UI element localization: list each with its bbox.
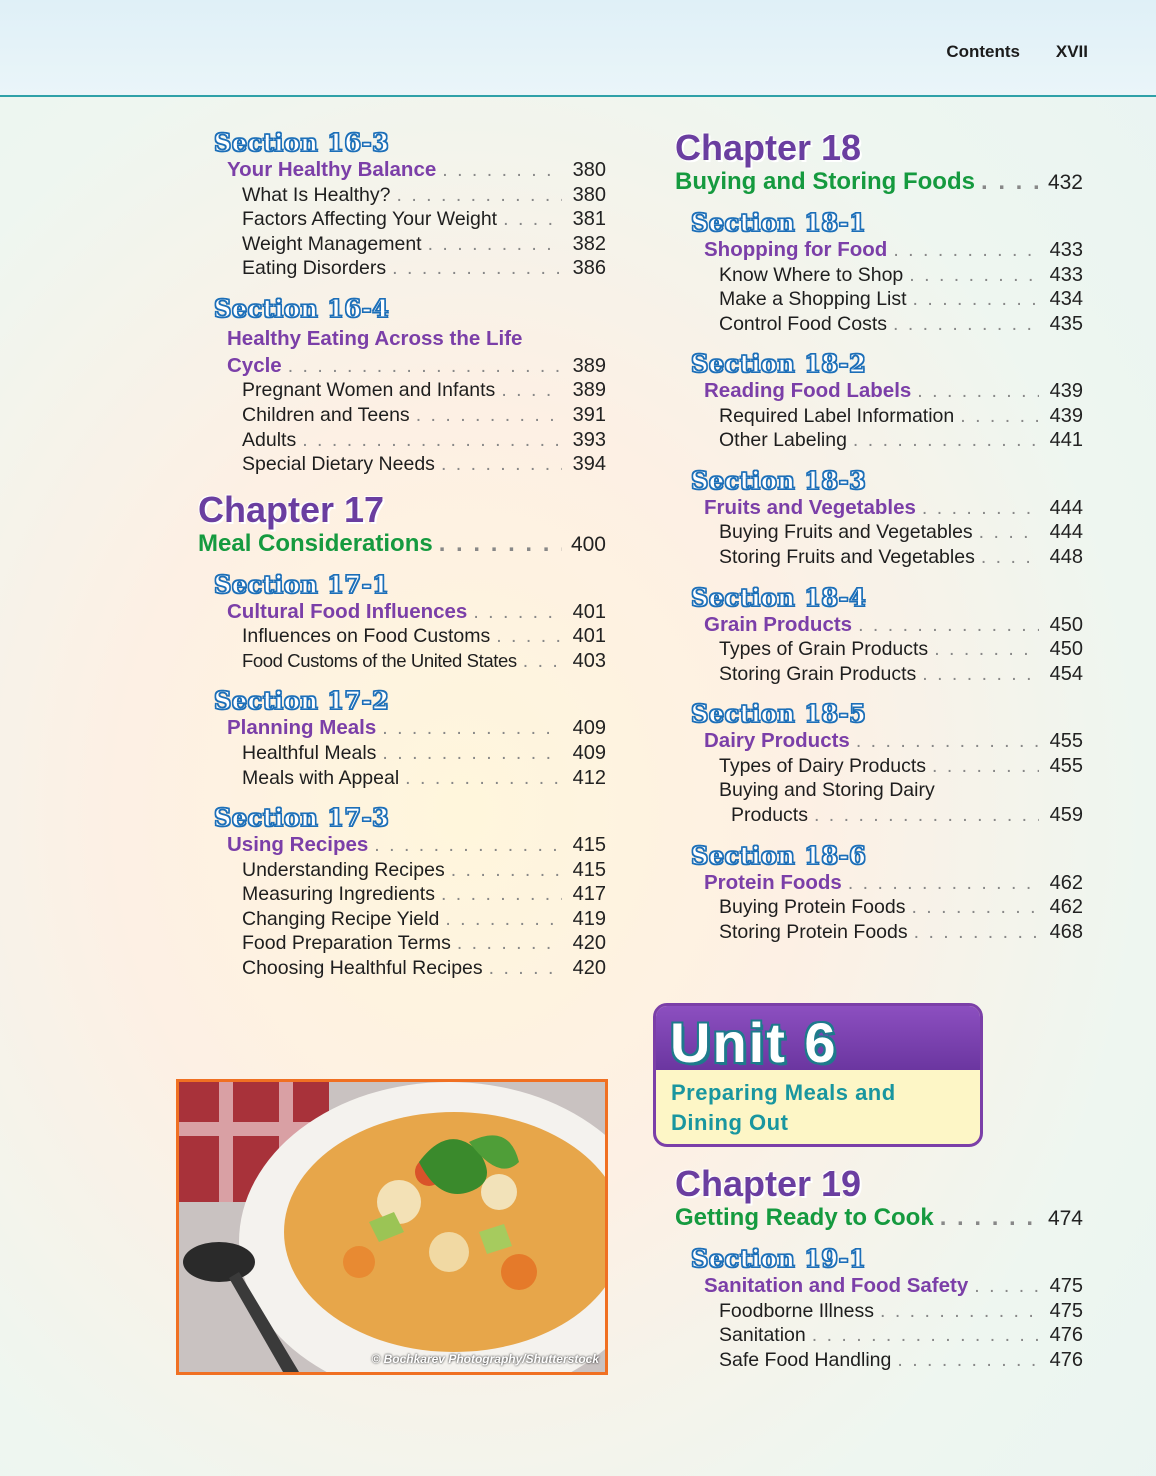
toc-entry[interactable]: Meals with Appeal . . . 412 <box>242 767 606 792</box>
section-heading: Section 18-6 <box>691 840 867 870</box>
toc-topic[interactable]: Cultural Food Influences . . . 401 <box>227 600 606 626</box>
section-heading: Section 18-3 <box>691 465 867 495</box>
toc-entry[interactable]: Influences on Food Customs . . . 401 <box>242 625 606 650</box>
toc-left-column <box>198 128 606 982</box>
section-heading: Section 18-1 <box>691 208 867 237</box>
toc-entry[interactable]: Storing Grain Products . . . 454 <box>719 663 1083 688</box>
toc-entry[interactable]: Sanitation . . . 476 <box>719 1324 1083 1349</box>
chapter-title[interactable]: Meal Considerations . . . 400 <box>198 530 606 564</box>
toc-topic[interactable]: Using Recipes . . . 415 <box>227 833 606 859</box>
section-heading: Section 17-3 <box>214 803 390 833</box>
toc-entry[interactable]: Pregnant Women and Infants . . . 389 <box>242 379 606 404</box>
toc-topic[interactable]: Dairy Products . . . 455 <box>704 729 1083 755</box>
toc-entry[interactable]: Storing Fruits and Vegetables . . . 448 <box>719 546 1083 571</box>
chapter-heading: Chapter 17 <box>198 488 385 530</box>
toc-entry[interactable]: Changing Recipe Yield . . . 419 <box>242 908 606 933</box>
toc-entry[interactable]: Control Food Costs . . . 435 <box>719 313 1083 338</box>
toc-entry[interactable]: Adults . . . 393 <box>242 429 606 454</box>
toc-topic[interactable]: Cycle . . . 389 <box>227 354 606 380</box>
toc-entry[interactable]: Buying Protein Foods . . . 462 <box>719 896 1083 921</box>
section-heading: Section 17-1 <box>214 569 390 599</box>
toc-topic[interactable]: Sanitation and Food Safety . . . 475 <box>704 1274 1083 1300</box>
toc-topic[interactable]: Reading Food Labels . . . 439 <box>704 379 1083 405</box>
toc-entry[interactable]: Food Customs of the United States . . . 403 <box>242 650 606 675</box>
header-page-number: XVII <box>1055 42 1088 61</box>
section-heading: Section 18-5 <box>691 699 867 729</box>
toc-entry[interactable]: Make a Shopping List . . . 434 <box>719 288 1083 313</box>
toc-entry[interactable]: Other Labeling . . . 441 <box>719 429 1083 454</box>
toc-topic[interactable]: Your Healthy Balance . . . 380 <box>227 158 606 184</box>
toc-entry[interactable]: Special Dietary Needs . . . 394 <box>242 453 606 478</box>
toc-entry[interactable]: Factors Affecting Your Weight . . . 381 <box>242 208 606 233</box>
toc-topic[interactable]: Fruits and Vegetables . . . 444 <box>704 496 1083 522</box>
toc-entry[interactable]: Types of Grain Products . . . 450 <box>719 638 1083 663</box>
header-title: Contents <box>946 42 1020 61</box>
toc-entry[interactable]: Eating Disorders . . . 386 <box>242 257 606 282</box>
toc-right-column <box>675 128 1083 945</box>
toc-entry-line[interactable]: Buying and Storing Dairy <box>719 779 935 802</box>
toc-entry[interactable]: Types of Dairy Products . . . 455 <box>719 755 1083 780</box>
toc-topic[interactable]: Protein Foods . . . 462 <box>704 871 1083 897</box>
section-heading: Section 17-2 <box>214 686 390 716</box>
chapter-title[interactable]: Buying and Storing Foods . . . 432 <box>675 168 1083 202</box>
toc-entry[interactable]: Children and Teens . . . 391 <box>242 404 606 429</box>
photo-credit: © Bochkarev Photography/Shutterstock <box>371 1352 599 1366</box>
section-heading: Section 18-2 <box>691 349 867 379</box>
toc-entry[interactable]: Know Where to Shop . . . 433 <box>719 264 1083 289</box>
section-heading: Section 16-3 <box>214 128 390 157</box>
toc-entry[interactable]: Weight Management . . . 382 <box>242 233 606 258</box>
chapter-heading: Chapter 19 <box>675 1163 862 1204</box>
toc-entry[interactable]: Measuring Ingredients . . . 417 <box>242 883 606 908</box>
toc-entry[interactable]: What Is Healthy? . . . 380 <box>242 184 606 209</box>
toc-entry[interactable]: Healthful Meals . . . 409 <box>242 742 606 767</box>
chapter-heading: Chapter 18 <box>675 127 862 168</box>
toc-right-column-lower <box>675 1164 1083 1373</box>
toc-entry[interactable]: Understanding Recipes . . . 415 <box>242 859 606 884</box>
soup-bowl-illustration <box>179 1082 605 1372</box>
section-heading: Section 16-4 <box>214 293 390 323</box>
chapter-title[interactable]: Getting Ready to Cook . . . 474 <box>675 1204 1083 1238</box>
unit-banner <box>653 1003 983 1147</box>
soup-photo <box>176 1079 608 1375</box>
toc-entry[interactable]: Buying Fruits and Vegetables . . . 444 <box>719 521 1083 546</box>
toc-entry[interactable]: Food Preparation Terms . . . 420 <box>242 932 606 957</box>
unit-title: Unit 6 <box>670 1011 838 1074</box>
toc-entry[interactable]: Products . . . 459 <box>731 804 1083 829</box>
toc-topic[interactable]: Grain Products . . . 450 <box>704 613 1083 639</box>
toc-entry[interactable]: Required Label Information . . . 439 <box>719 405 1083 430</box>
toc-entry[interactable]: Foodborne Illness . . . 475 <box>719 1300 1083 1325</box>
page-header <box>0 0 1156 97</box>
toc-entry[interactable]: Storing Protein Foods . . . 468 <box>719 921 1083 946</box>
unit-subtitle[interactable]: Preparing Meals and Dining Out <box>671 1080 896 1135</box>
toc-topic-line[interactable]: Healthy Eating Across the Life <box>227 326 523 350</box>
section-heading: Section 18-4 <box>691 582 867 612</box>
toc-entry[interactable]: Safe Food Handling . . . 476 <box>719 1349 1083 1374</box>
toc-entry[interactable]: Choosing Healthful Recipes . . . 420 <box>242 957 606 982</box>
toc-topic[interactable]: Shopping for Food . . . 433 <box>704 238 1083 264</box>
toc-topic[interactable]: Planning Meals . . . 409 <box>227 716 606 742</box>
section-heading: Section 19-1 <box>691 1244 867 1273</box>
